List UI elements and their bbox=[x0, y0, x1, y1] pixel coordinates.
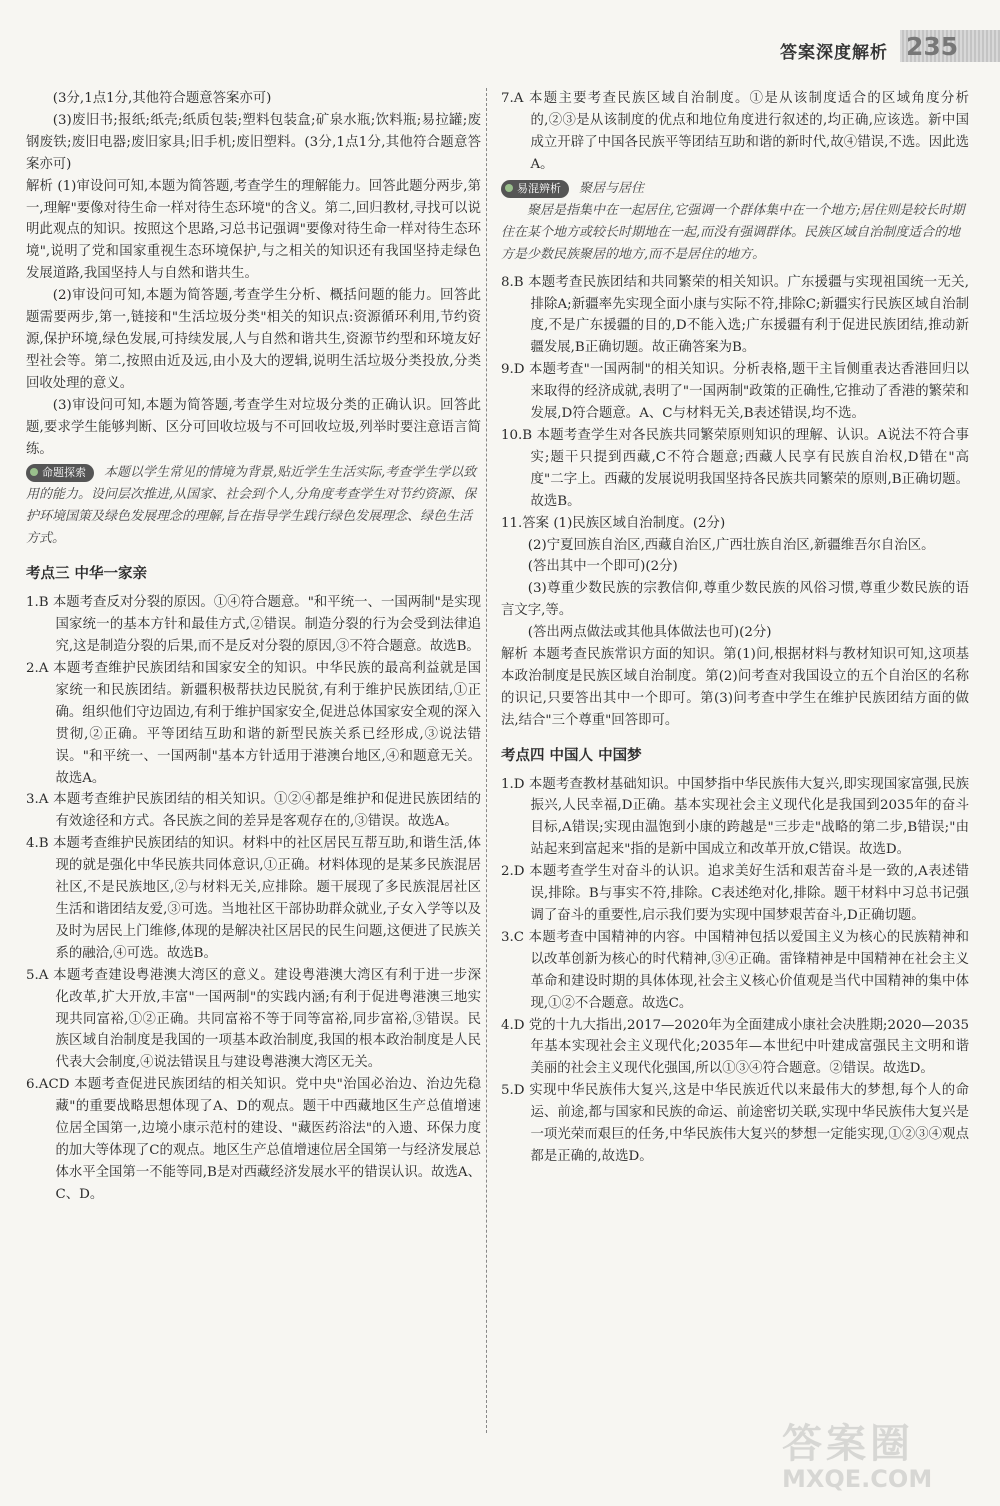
question-answer: 3.A 本题考查维护民族团结的相关知识。①②④都是维护和促进民族团结的有效途径和方式。各民族之间的差异是客观存在的,③错误。故选A。 bbox=[26, 792, 481, 830]
section-heading: 考点三 中华一家亲 bbox=[26, 566, 148, 583]
watermark-logo: 答案圈 bbox=[782, 1421, 914, 1467]
answer-line: (2)宁夏回族自治区,西藏自治区,广西壮族自治区,新疆维吾尔自治区。 bbox=[527, 537, 935, 553]
analysis-paragraph: (2)审设问可知,本题为简答题,考查学生分析、概括问题的能力。回答此题需要两步,第一,链接和"生活垃圾分类"相关的知识点:资源循环利用,节约资源,保护环境,绿色发展,可持续发展,人与自然和谐共生,资源节约型和环境友好型社会等。第二,按照由近及远,由小及大的逻辑,说明生活垃圾分类投放,分类回收处理的意义。 bbox=[26, 288, 481, 391]
question-answer: 5.D 实现中华民族伟大复兴,这是中华民族近代以来最伟大的梦想,每个人的命运、前途,都与国家和民族的命运、前途密切关联,实现中华民族伟大复兴是一项光荣而艰巨的任务,中华民族伟大复兴的梦想一定能实现,①②③④观点都是正确的,故选D。 bbox=[501, 1083, 969, 1164]
note-tag: 易混辨析 bbox=[501, 180, 569, 198]
question-answer: 1.B 本题考查反对分裂的原因。①④符合题意。"和平统一、一国两制"是实现国家统一的基本方针和最佳方式,②错误。制造分裂的行为会受到法律追究,这是制造分裂的后果,而不是反对分裂的原因,③不符合题意。故选B。 bbox=[26, 595, 481, 655]
header-title: 答案深度解析 bbox=[780, 43, 888, 63]
column-divider bbox=[486, 88, 487, 1433]
question-answer: 3.C 本题考查中国精神的内容。中国精神包括以爱国主义为核心的民族精神和以改革创新为核心的时代精神,③④正确。雷锋精神是中国精神在社会主义革命和建设时期的具体体现,社会主义核心价值观是当代中国精神的集中体现,①②不合题意。故选C。 bbox=[501, 929, 969, 1011]
answer-line: (3)废旧书;报纸;纸壳;纸质包装;塑料包装盒;矿泉水瓶;饮料瓶;易拉罐;废钢废铁;废旧电器;废旧家具;旧手机;废旧塑料。(3分,1点1分,其他符合题意答案亦可) bbox=[26, 112, 481, 172]
analysis-paragraph: 解析 本题考查民族常识方面的知识。第(1)问,根据材料与教材知识可知,这项基本政治制度是民族区域自治制度。第(2)问考查对我国设立的五个自治区的名称的识记,只要答出其中一个即可。第(3)问考查中学生在维护民族团结方面的做法,结合"三个尊重"回答即可。 bbox=[501, 647, 969, 728]
watermark-url: MXQE.COM bbox=[782, 1465, 933, 1493]
answer-line: (3分,1点1分,其他符合题意答案亦可) bbox=[52, 91, 272, 106]
tip-note bbox=[501, 178, 969, 266]
site-watermark bbox=[782, 1412, 982, 1498]
answer-line: (答出其中一个即可)(2分) bbox=[527, 559, 678, 575]
note-title: 聚居与居住 bbox=[579, 180, 645, 196]
page-number-badge bbox=[900, 30, 1000, 62]
analysis-paragraph: 解析 (1)审设问可知,本题为简答题,考查学生的理解能力。回答此题分两步,第一,理解"要像对待生命一样对待生态环境"的含义。第二,回归教材,寻找可以说明此观点的知识。按照这个思路,习总书记强调"要像对待生命一样对待生态环境",说明了党和国家重视生态环境保护,与之相关的知识还有我国坚持走绿色发展道路,我国坚持人与自然和谐共生。 bbox=[26, 178, 481, 282]
question-answer: 7.A 本题主要考查民族区域自治制度。①是从该制度适合的区域角度分析的,②③是从该制度的优点和地位角度进行叙述的,均正确,应该选。新中国成立开辟了中国各民族平等团结互助和谐的新时代,故④错误,不选。因此选A。 bbox=[501, 91, 969, 172]
page-header bbox=[0, 0, 1000, 62]
answer-line: (答出两点做法或其他具体做法也可)(2分) bbox=[527, 625, 772, 641]
question-answer: 2.A 本题考查维护民族团结和国家安全的知识。中华民族的最高利益就是国家统一和民族团结。新疆积极帮扶边民脱贫,有利于维护民族团结,①正确。组织他们守边固边,有利于维护国家安全,促进总体国家安全观的深入贯彻,②正确。平等团结互助和谐的新型民族关系已经形成,③说法错误。"和平统一、一国两制"基本方针适用于港澳台地区,④和题意无关。故选A。 bbox=[26, 661, 481, 786]
leaf-icon bbox=[505, 184, 513, 192]
note-tag: 命题探索 bbox=[26, 464, 94, 482]
section-heading: 考点四 中国人 中国梦 bbox=[501, 747, 642, 764]
question-answer: 11.答案 (1)民族区域自治制度。(2分) bbox=[501, 515, 726, 531]
question-answer: 9.D 本题考查"一国两制"的相关知识。分析表格,题干主旨侧重表达香港回归以来取得的经济成就,表明了"一国两制"政策的正确性,它推动了香港的繁荣和发展,D符合题意。A、C与材料无关,B表述错误,均不选。 bbox=[501, 362, 969, 422]
question-answer: 10.B 本题考查学生对各民族共同繁荣原则知识的理解、认识。A说法不符合事实;题干只提到西藏,C不符合题意;西藏人民享有民族自治权,D错在"高度"二字上。西藏的发展说明我国坚持各民族共同繁荣的原则,B正确切题。故选B。 bbox=[501, 427, 969, 509]
tip-note bbox=[26, 462, 481, 550]
question-answer: 6.ACD 本题考查促进民族团结的相关知识。党中央"治国必治边、治边先稳藏"的重要战略思想体现了A、D的观点。题干中西藏地区生产总值增速位居全国第一,边境小康示范村的建设、"藏医药浴法"的入遗、环保力度的加大等体现了C的观点。地区生产总值增速位居全国第一与经济发展总体水平全国第一不能等同,B是对西藏经济发展水平的错误认识。故选A、C、D。 bbox=[26, 1077, 481, 1202]
question-answer: 4.B 本题考查维护民族团结的知识。材料中的社区居民互帮互助,和谐生活,体现的就是强化中华民族共同体意识,①正确。材料体现的是某多民族混居社区,不是民族地区,②与材料无关,应排除。题干展现了多民族混居社区生活和谐团结友爱,③可选。当地社区干部协助群众就业,子女入学等以及及时为居民上门维修,体现的是解决社区居民的民生问题,这便进了民族关系的融洽,④可选。故选B。 bbox=[26, 836, 481, 961]
leaf-icon bbox=[30, 468, 38, 476]
answer-line: (3)尊重少数民族的宗教信仰,尊重少数民族的风俗习惯,尊重少数民族的语言文字,等。 bbox=[501, 581, 969, 619]
question-answer: 5.A 本题考查建设粤港澳大湾区的意义。建设粤港澳大湾区有利于进一步深化改革,扩大开放,丰富"一国两制"的实践内涵;有利于促进粤港澳三地实现共同富裕,①②正确。共同富裕不等于同等富裕,同步富裕,③错误。民族区域自治制度是我国的一项基本政治制度,我国的根本政治制度是人民代表大会制度,④说法错误且与建设粤港澳大湾区无关。 bbox=[26, 967, 481, 1071]
question-answer: 2.D 本题考查学生对奋斗的认识。追求美好生活和艰苦奋斗是一致的,A表述错误,排除。B与事实不符,排除。C表述绝对化,排除。题干材料中习总书记强调了奋斗的重要性,启示我们要为实现中国梦艰苦奋斗,D正确切题。 bbox=[501, 864, 969, 923]
question-answer: 1.D 本题考查教材基础知识。中国梦指中华民族伟大复兴,即实现国家富强,民族振兴,人民幸福,D正确。基本实现社会主义现代化是我国到2035年的奋斗目标,A错误;实现由温饱到小康的跨越是"三步走"战略的第二步,B错误;"由站起来到富起来"指的是新中国成立和改革开放,C错误。故选D。 bbox=[501, 776, 969, 858]
question-answer: 4.D 党的十九大指出,2017—2020年为全面建成小康社会决胜期;2020—2035年基本实现社会主义现代化;2035年—本世纪中叶建成富强民主文明和谐美丽的社会主义现代化强国,所以①③④符合题意。②错误。故选D。 bbox=[501, 1017, 969, 1077]
analysis-paragraph: (3)审设问可知,本题为简答题,考查学生对垃圾分类的正确认识。回答此题,要求学生能够判断、区分可回收垃圾与不可回收垃圾,列举时要注意语言简练。 bbox=[26, 397, 481, 457]
note-text: 本题以学生常见的情境为背景,贴近学生生活实际,考查学生学以致用的能力。设问层次推进,从国家、社会到个人,分角度考查学生对节约资源、保护环境国策及绿色发展理念的理解,旨在指导学生践行绿色发展理念、绿色生活方式。 bbox=[26, 465, 477, 547]
page-number: 235 bbox=[906, 32, 959, 61]
right-column bbox=[501, 88, 969, 1168]
question-answer: 8.B 本题考查民族团结和共同繁荣的相关知识。广东援疆与实现祖国统一无关,排除A;新疆率先实现全面小康与实际不符,排除C;新疆实行民族区域自治制度,不是广东援疆的目的,D不能入选;广东援疆有利于促进民族团结,推动新疆发展,B正确切题。故正确答案为B。 bbox=[501, 274, 969, 356]
note-text: 聚居是指集中在一起居住,它强调一个群体集中在一个地方;居住则是较长时期住在某个地方或较长时期地在一起,而没有强调群体。民族区域自治制度适合的地方是少数民族聚居的地方,而不是居住的地方。 bbox=[501, 202, 965, 262]
left-column bbox=[26, 88, 481, 1206]
